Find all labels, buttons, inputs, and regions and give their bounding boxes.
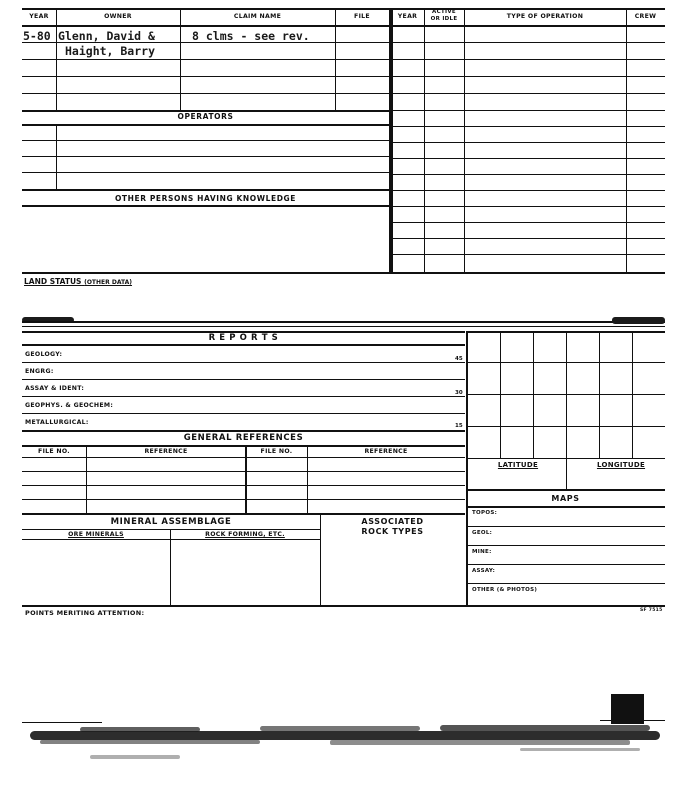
maps-geol-label: GEOL: <box>472 530 493 536</box>
header-active-or-idle-2: OR IDLE <box>430 16 458 22</box>
entry-owner-line-2: Haight, Barry <box>65 44 156 58</box>
associated-rock-types-1: ASSOCIATED <box>361 517 424 526</box>
header-year: YEAR <box>29 13 49 20</box>
entry-owner-line-1: Glenn, David & <box>58 29 155 43</box>
mineral-assemblage-title: MINERAL ASSEMBLAGE <box>110 517 232 527</box>
maps-mine-label: MINE: <box>472 549 492 555</box>
reports-title: R E P O R T S <box>208 333 279 343</box>
ref-header-reference-1: REFERENCE <box>144 448 188 455</box>
reports-geology-label: GEOLOGY: <box>25 351 63 358</box>
reports-assay-number: 30 <box>455 390 463 396</box>
header-owner: OWNER <box>104 13 132 20</box>
land-status-sub-label: (OTHER DATA) <box>84 279 133 286</box>
general-references-title: GENERAL REFERENCES <box>183 433 304 443</box>
rock-forming-label: ROCK FORMING, ETC. <box>205 531 285 538</box>
ref-header-reference-2: REFERENCE <box>364 448 408 455</box>
entry-claim-name: 8 clms - see rev. <box>192 29 310 43</box>
maps-topos-label: TOPOS: <box>472 510 498 516</box>
header-claim-name: CLAIM NAME <box>233 13 282 20</box>
maps-title: MAPS <box>551 494 580 503</box>
reports-geology-number: 45 <box>455 356 463 362</box>
header-active-or-idle-1: ACTIVE <box>432 9 456 15</box>
other-persons-label: OTHER PERSONS HAVING KNOWLEDGE <box>114 194 297 203</box>
points-meriting-attention-label: POINTS MERITING ATTENTION: <box>25 609 145 617</box>
land-status-label: LAND STATUS <box>24 277 82 286</box>
form-code: SF 7515 <box>640 608 663 613</box>
ref-header-file-no-2: FILE NO. <box>260 448 293 455</box>
reports-metallurgical-number: 15 <box>455 423 463 429</box>
reports-engrg-label: ENGRG: <box>25 368 54 375</box>
header-crew: CREW <box>634 13 657 20</box>
header-file: FILE <box>354 13 370 20</box>
header-year-2: YEAR <box>397 13 418 20</box>
reports-assay-label: ASSAY & IDENT: <box>25 385 85 392</box>
header-type-of-operation: TYPE OF OPERATION <box>506 13 584 20</box>
operators-label: OPERATORS <box>177 112 234 121</box>
longitude-label: LONGITUDE <box>596 461 646 469</box>
entry-year: 5-80 <box>23 29 51 43</box>
maps-assay-label: ASSAY: <box>472 568 496 574</box>
maps-other-label: OTHER (& PHOTOS) <box>472 587 538 593</box>
ore-minerals-label: ORE MINERALS <box>68 531 124 538</box>
latitude-label: LATITUDE <box>497 461 539 469</box>
reports-geophys-label: GEOPHYS. & GEOCHEM: <box>25 402 114 409</box>
reports-metallurgical-label: METALLURGICAL: <box>25 419 89 426</box>
ref-header-file-no-1: FILE NO. <box>38 448 70 455</box>
associated-rock-types-2: ROCK TYPES <box>361 527 424 536</box>
